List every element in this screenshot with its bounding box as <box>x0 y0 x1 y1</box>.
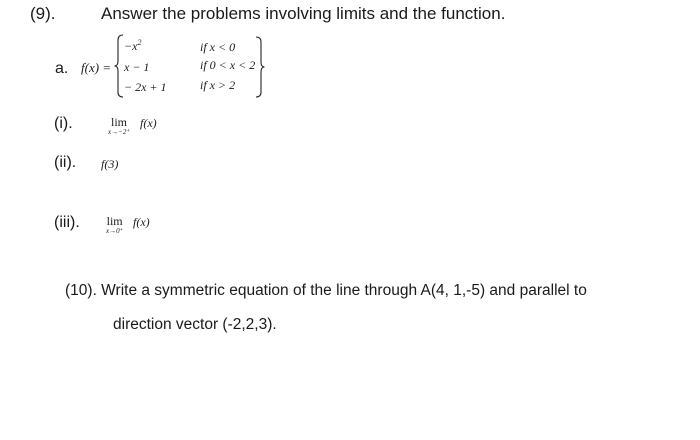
left-brace-icon <box>114 34 124 98</box>
subproblem-1-function: f(x) <box>140 116 157 130</box>
case-2-condition: if 0 < x < 2 <box>200 58 256 72</box>
case-2-expression: x − 1 <box>124 60 150 74</box>
function-definition-lhs: f(x) = <box>81 60 112 75</box>
problem-9-heading: Answer the problems involving limits and the function. <box>101 4 506 23</box>
right-brace-icon <box>255 36 265 98</box>
case-1-expression: $-x^2$ <box>124 38 142 53</box>
part-a-label: a. <box>55 60 69 77</box>
subproblem-2-function: f(3) <box>101 157 119 171</box>
subproblem-3-limit <box>106 215 123 235</box>
limit-subscript: x→0⁺ <box>106 227 124 235</box>
subproblem-2-label: (ii). <box>54 154 77 171</box>
lim-word: lim <box>111 115 128 129</box>
problem-10-text-line-2: direction vector (-2,2,3). <box>113 316 277 333</box>
subproblem-1-limit <box>108 116 130 136</box>
case-3-expression: − 2x + 1 <box>124 80 167 94</box>
problem-9-number: (9). <box>30 4 56 23</box>
limit-subscript: x→−2⁺ <box>108 128 131 136</box>
problem-10-text-line-1: (10). Write a symmetric equation of the line through A(4, 1,-5) and parallel to <box>65 282 587 299</box>
subproblem-3-function: f(x) <box>133 215 150 229</box>
subproblem-1-label: (i). <box>54 115 73 132</box>
subproblem-3-label: (iii). <box>54 214 80 231</box>
case-1-condition: if x < 0 <box>200 40 236 54</box>
lim-word: lim <box>106 214 123 228</box>
case-3-condition: if x > 2 <box>200 78 236 92</box>
